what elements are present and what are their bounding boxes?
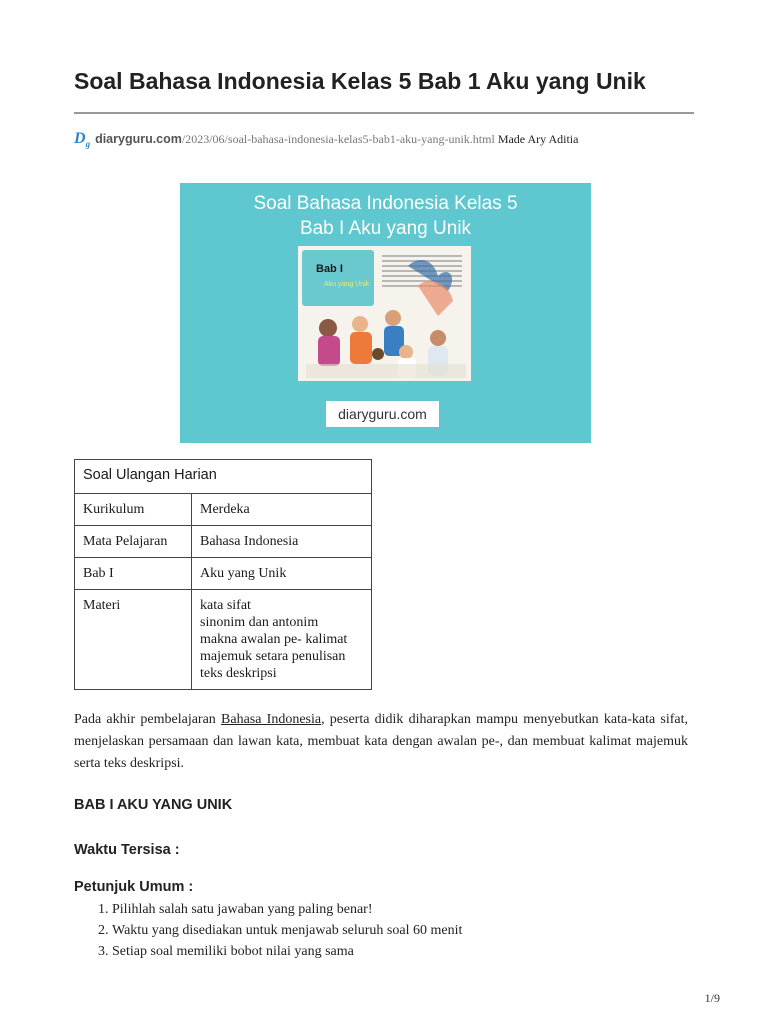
materi-item: teks deskripsi: [200, 666, 277, 681]
instructions-list: [74, 899, 462, 962]
hero-image: [180, 183, 591, 443]
materi-item: majemuk setara penulisan: [200, 649, 346, 664]
book-cover-title: Bab I: [316, 263, 343, 275]
hero-title-line1: Soal Bahasa Indonesia Kelas 5: [253, 193, 518, 214]
table-cell-label: Kurikulum: [75, 494, 192, 526]
book-cover-subtitle: Aku yang Unik: [324, 281, 370, 288]
intro-paragraph: [74, 709, 688, 775]
bahasa-indonesia-link[interactable]: Bahasa Indonesia: [221, 712, 322, 727]
page-title: Soal Bahasa Indonesia Kelas 5 Bab 1 Aku yang Unik: [74, 68, 646, 94]
table-row: [75, 494, 372, 526]
materi-list: [192, 590, 372, 690]
materi-item: kata sifat: [200, 598, 251, 613]
table-row: [75, 558, 372, 590]
materi-item: makna awalan pe- kalimat: [200, 632, 348, 647]
book-illustration: [298, 246, 471, 381]
table-row-materi: [75, 590, 372, 690]
section-heading: BAB I AKU YANG UNIK: [74, 797, 233, 813]
info-table: [74, 459, 372, 690]
table-cell-value: Merdeka: [192, 494, 372, 526]
table-cell-value: Aku yang Unik: [192, 558, 372, 590]
hero-title-line2: Bab I Aku yang Unik: [299, 218, 472, 239]
page-number: 1/9: [704, 991, 720, 1005]
hero-site-label: diaryguru.com: [326, 401, 439, 427]
list-item: 3. Setiap soal memiliki bobot nilai yang sama: [112, 941, 462, 962]
timer-label: Waktu Tersisa :: [74, 842, 180, 858]
list-item: 1. Pilihlah salah satu jawaban yang paling benar!: [112, 899, 462, 920]
children-illustration: [298, 246, 471, 381]
source-line: [74, 128, 694, 155]
source-path: /2023/06/soal-bahasa-indonesia-kelas5-bab1-aku-yang-unik.html: [181, 132, 495, 146]
table-cell-label: Bab I: [75, 558, 192, 590]
intro-text-after: , peserta didik diharapkan mampu menyebutkan kata-kata sifat, menjelaskan persamaan dan lawan kata, membuat kata dengan awalan pe-, dan membuat kalimat majemuk serta teks deskripsi.: [74, 712, 688, 771]
table-cell-value: Bahasa Indonesia: [192, 526, 372, 558]
title-divider: [74, 112, 694, 114]
info-table-header: Soal Ulangan Harian: [75, 460, 372, 494]
list-item: 2. Waktu yang disediakan untuk menjawab seluruh soal 60 menit: [112, 920, 462, 941]
source-site-link[interactable]: diaryguru.com: [95, 132, 182, 146]
intro-text-before: Pada akhir pembelajaran: [74, 712, 222, 727]
table-cell-label: Mata Pelajaran: [75, 526, 192, 558]
table-cell-label: Materi: [75, 590, 192, 690]
materi-item: sinonim dan antonim: [200, 615, 319, 630]
diaryguru-logo-icon: $D_g$: [74, 130, 91, 150]
author-name: Made Ary Aditia: [497, 132, 579, 146]
table-row: [75, 526, 372, 558]
instructions-heading: Petunjuk Umum :: [74, 879, 194, 895]
